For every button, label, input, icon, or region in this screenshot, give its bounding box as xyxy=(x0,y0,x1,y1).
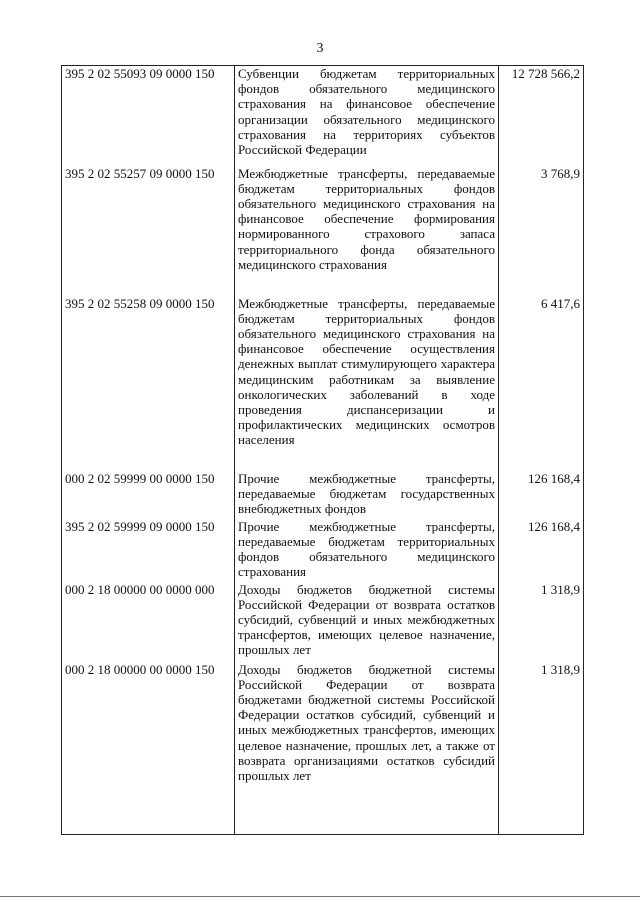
budget-code: 395 2 02 55257 09 0000 150 xyxy=(62,166,235,296)
table-row xyxy=(62,662,584,835)
budget-code: 395 2 02 55258 09 0000 150 xyxy=(62,296,235,471)
table-row xyxy=(62,296,584,471)
table-row xyxy=(62,66,584,166)
amount: 126 168,4 xyxy=(499,519,584,582)
revenue-description: Межбюджетные трансферты, передаваемые бюджетам территориальных фондов обязательного медицинского страхования на финансовое обеспечение формирования нормированного страхового запаса территориального фонда обязательного медицинского страхования xyxy=(235,166,499,296)
amount: 12 728 566,2 xyxy=(499,66,584,166)
revenue-description: Доходы бюджетов бюджетной системы Российской Федерации от возврата бюджетами бюджетной системы Российской Федерации остатков субсидий, субвенций и иных межбюджетных трансфертов, имеющих целевое назначение, прошлых лет, а также от возврата организациями остатков субсидий прошлых лет xyxy=(235,662,499,835)
page-number: 3 xyxy=(316,41,324,56)
amount: 6 417,6 xyxy=(499,296,584,471)
amount: 3 768,9 xyxy=(499,166,584,296)
budget-code: 395 2 02 55093 09 0000 150 xyxy=(62,66,235,166)
revenue-description: Прочие межбюджетные трансферты, передаваемые бюджетам территориальных фондов обязательного медицинского страхования xyxy=(235,519,499,582)
table-row xyxy=(62,582,584,662)
budget-code: 395 2 02 59999 09 0000 150 xyxy=(62,519,235,582)
amount: 126 168,4 xyxy=(499,471,584,519)
revenue-description: Прочие межбюджетные трансферты, передаваемые бюджетам государственных внебюджетных фондов xyxy=(235,471,499,519)
revenue-description: Межбюджетные трансферты, передаваемые бюджетам территориальных фондов обязательного медицинского страхования на финансовое обеспечение осуществления денежных выплат стимулирующего характера медицинским работникам за выявление онкологических заболеваний в ходе проведения диспансеризации и профилактических медицинских осмотров населения xyxy=(235,296,499,471)
budget-code: 000 2 18 00000 00 0000 150 xyxy=(62,662,235,835)
table-row xyxy=(62,519,584,582)
budget-code: 000 2 18 00000 00 0000 000 xyxy=(62,582,235,662)
scan-edge-line xyxy=(0,896,640,897)
budget-code: 000 2 02 59999 00 0000 150 xyxy=(62,471,235,519)
amount: 1 318,9 xyxy=(499,662,584,835)
table-row xyxy=(62,471,584,519)
table-row xyxy=(62,166,584,296)
revenue-description: Субвенции бюджетам территориальных фондов обязательного медицинского страхования на финансовое обеспечение организации обязательного медицинского страхования на территориях субъектов Российской Федерации xyxy=(235,66,499,166)
revenue-table xyxy=(61,65,584,835)
amount: 1 318,9 xyxy=(499,582,584,662)
revenue-description: Доходы бюджетов бюджетной системы Российской Федерации от возврата остатков субсидий, субвенций и иных межбюджетных трансфертов, имеющих целевое назначение, прошлых лет xyxy=(235,582,499,662)
